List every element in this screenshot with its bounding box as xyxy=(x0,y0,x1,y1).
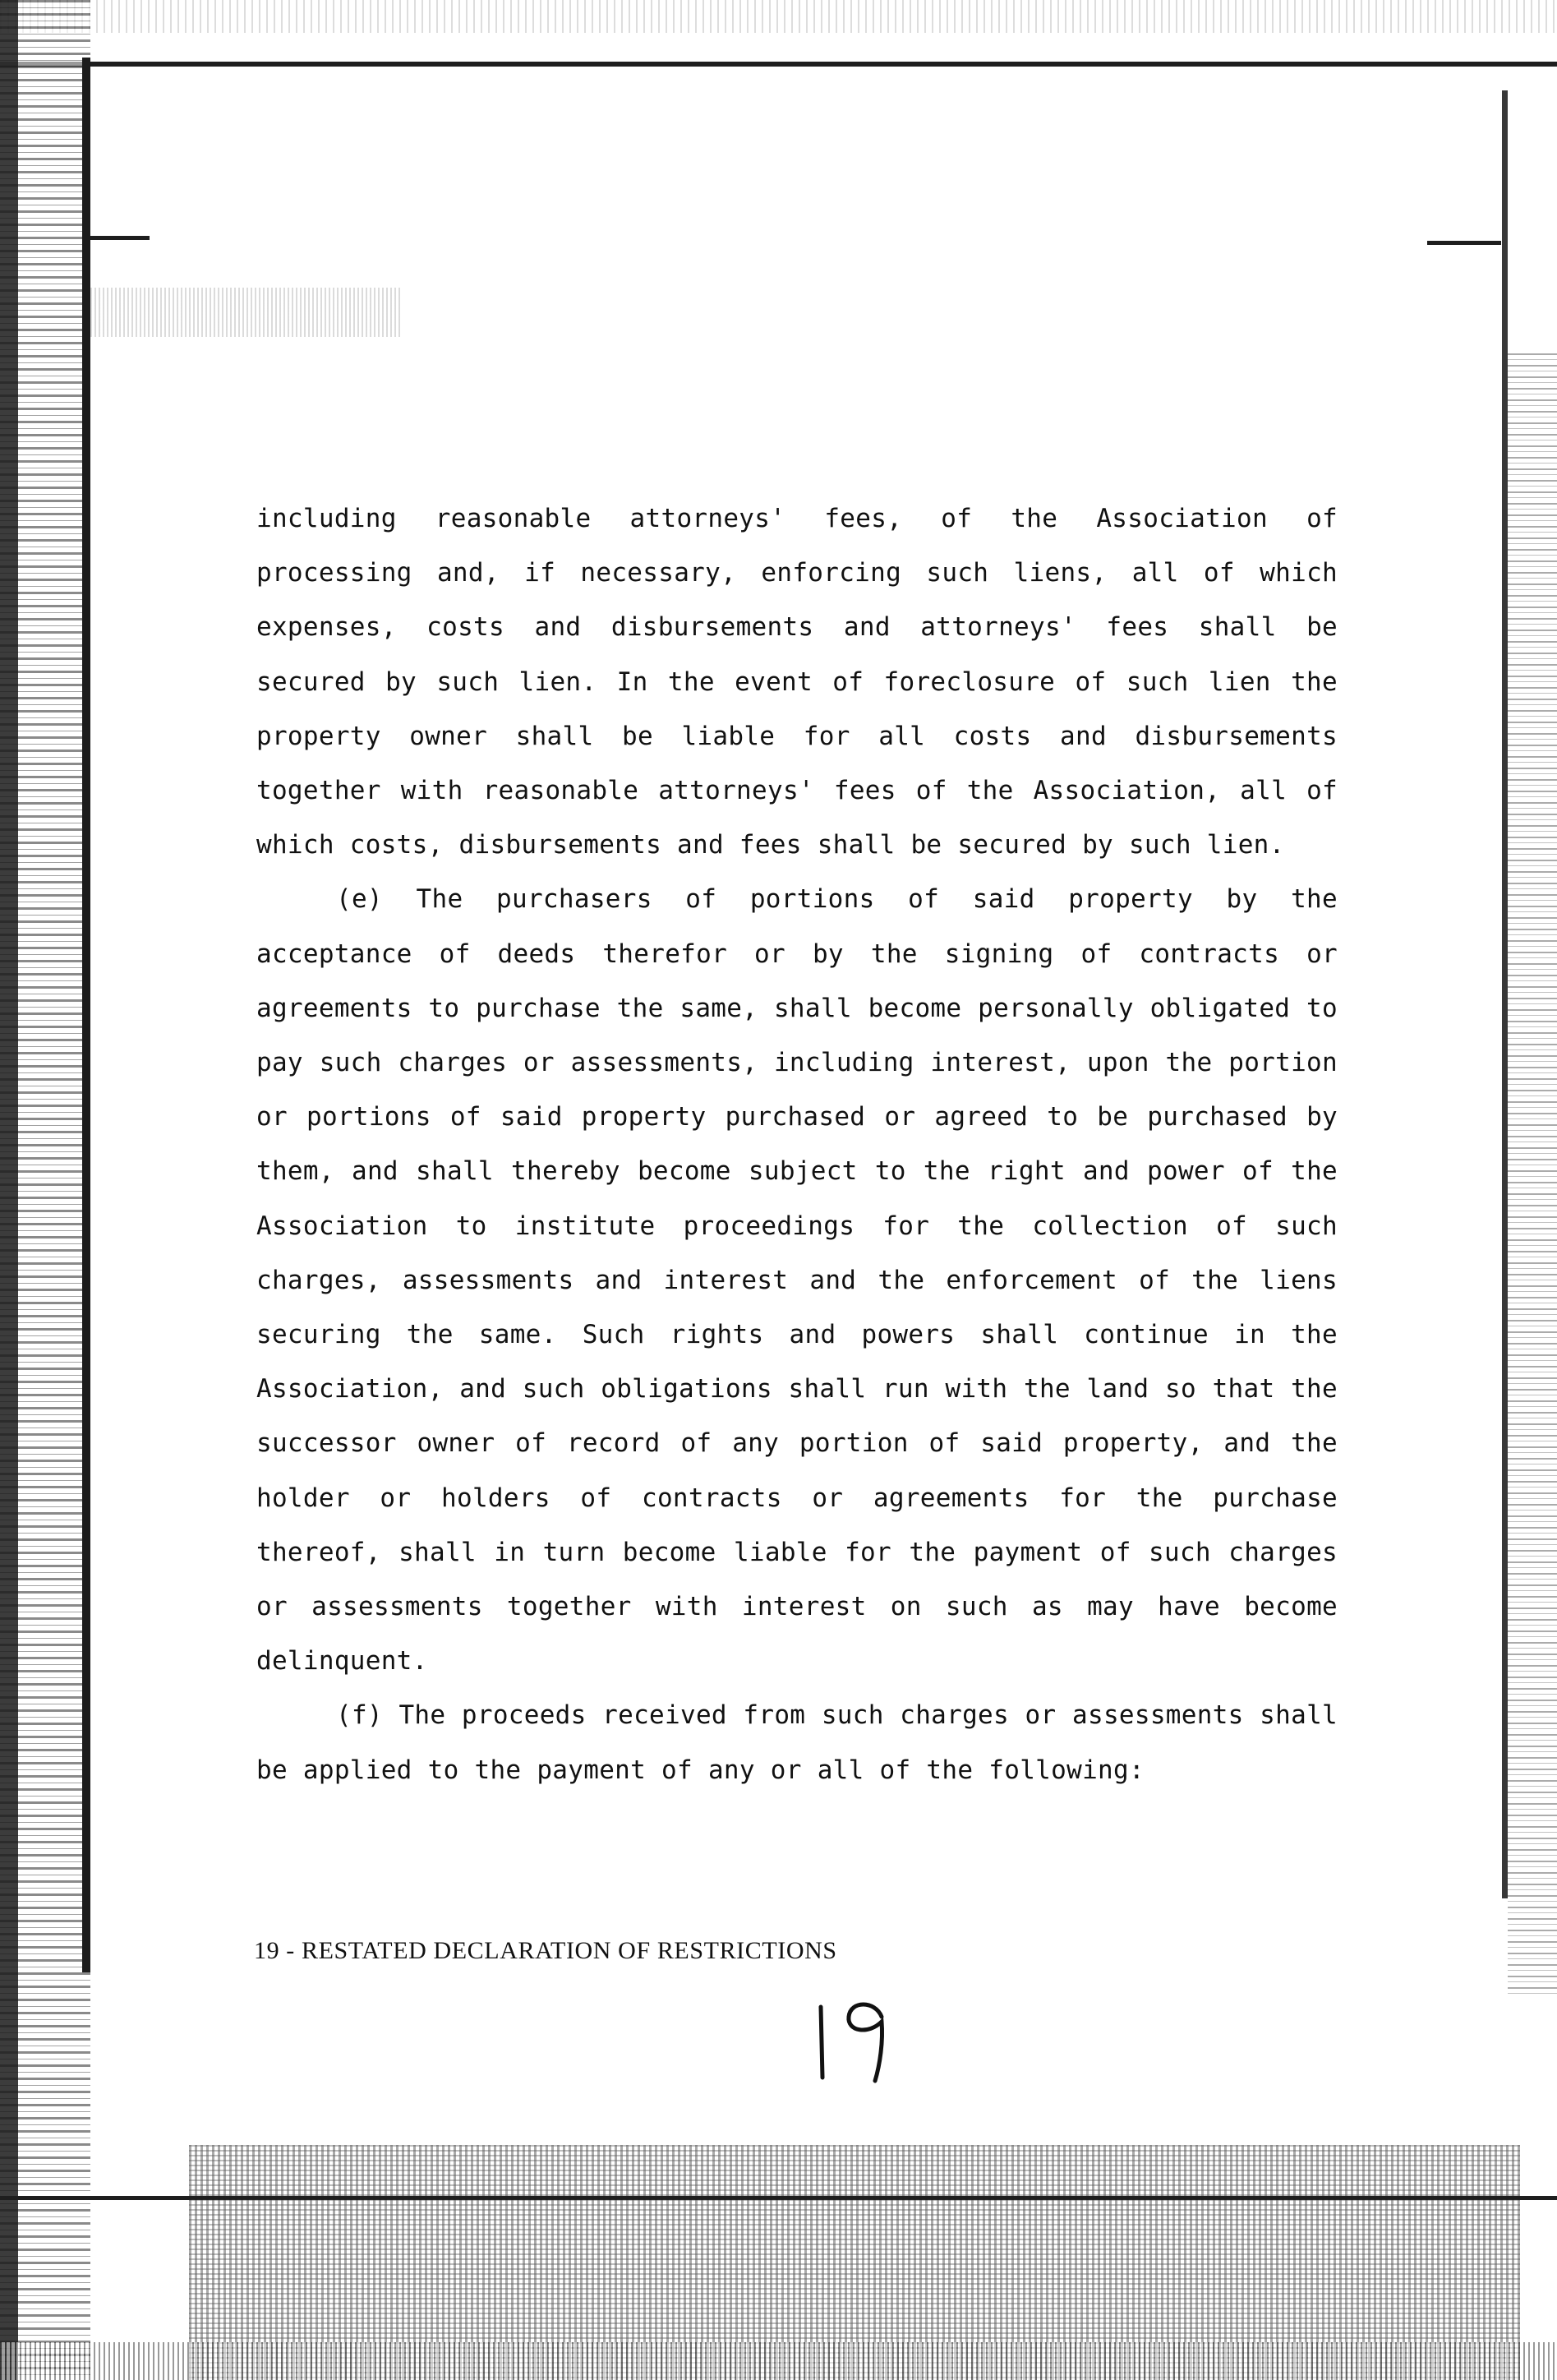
paragraph-continuation: including reasonable attorneys' fees, of the Association of processing and, if necessary, enforcing such liens, all of which expenses, costs and disbursements and attorneys' fees shall be secured by such lien. In the event of foreclosure of such lien the property owner shall be liable for all costs and disbursements together with reasonable attorneys' fees of the Association, all of which costs, disbursements and fees shall be secured by such lien. xyxy=(256,504,1338,860)
scan-shadow xyxy=(90,288,403,337)
scan-edge-right xyxy=(1508,353,1557,1997)
scan-rail-right xyxy=(1502,90,1508,1898)
paragraph-section-f: (f) The proceeds received from such charges or assessments shall be applied to the payment of any or all of the following: xyxy=(256,1700,1338,1785)
paragraph-section-e: (e) The purchasers of portions of said property by the acceptance of deeds therefor or by the signing of contracts or agreements to purchase the same, shall become personally obligated to pay such charges or assessments, including interest, upon the portion or portions of said property purchased or agreed to be purchased by them, and shall thereby become subject to the right and power of the Association to institute proceedings for the collection of such charges, assessments and interest and the enforcement of the liens securing the same. Such rights and powers shall continue in the Association, and such obligations shall run with the land so that the successor owner of record of any portion of said property, and the holder or holders of contracts or agreements for the purchase thereof, shall in turn become liable for the payment of such charges or assessments together with interest on such as may have become delinquent. xyxy=(256,884,1338,1677)
scan-noise-bottom-edge xyxy=(0,2342,1557,2380)
scan-noise-top xyxy=(0,0,1557,33)
document-body xyxy=(256,491,1338,1797)
scan-rule-top xyxy=(0,62,1557,67)
scan-rail-left xyxy=(82,58,90,1972)
scan-tick-right xyxy=(1427,241,1501,245)
page-footer: 19 - RESTATED DECLARATION OF RESTRICTIONS xyxy=(254,1937,837,1964)
scan-edge-left-inner xyxy=(0,0,18,2380)
scan-tick-left xyxy=(90,236,150,240)
handwritten-page-number xyxy=(809,1989,900,2087)
